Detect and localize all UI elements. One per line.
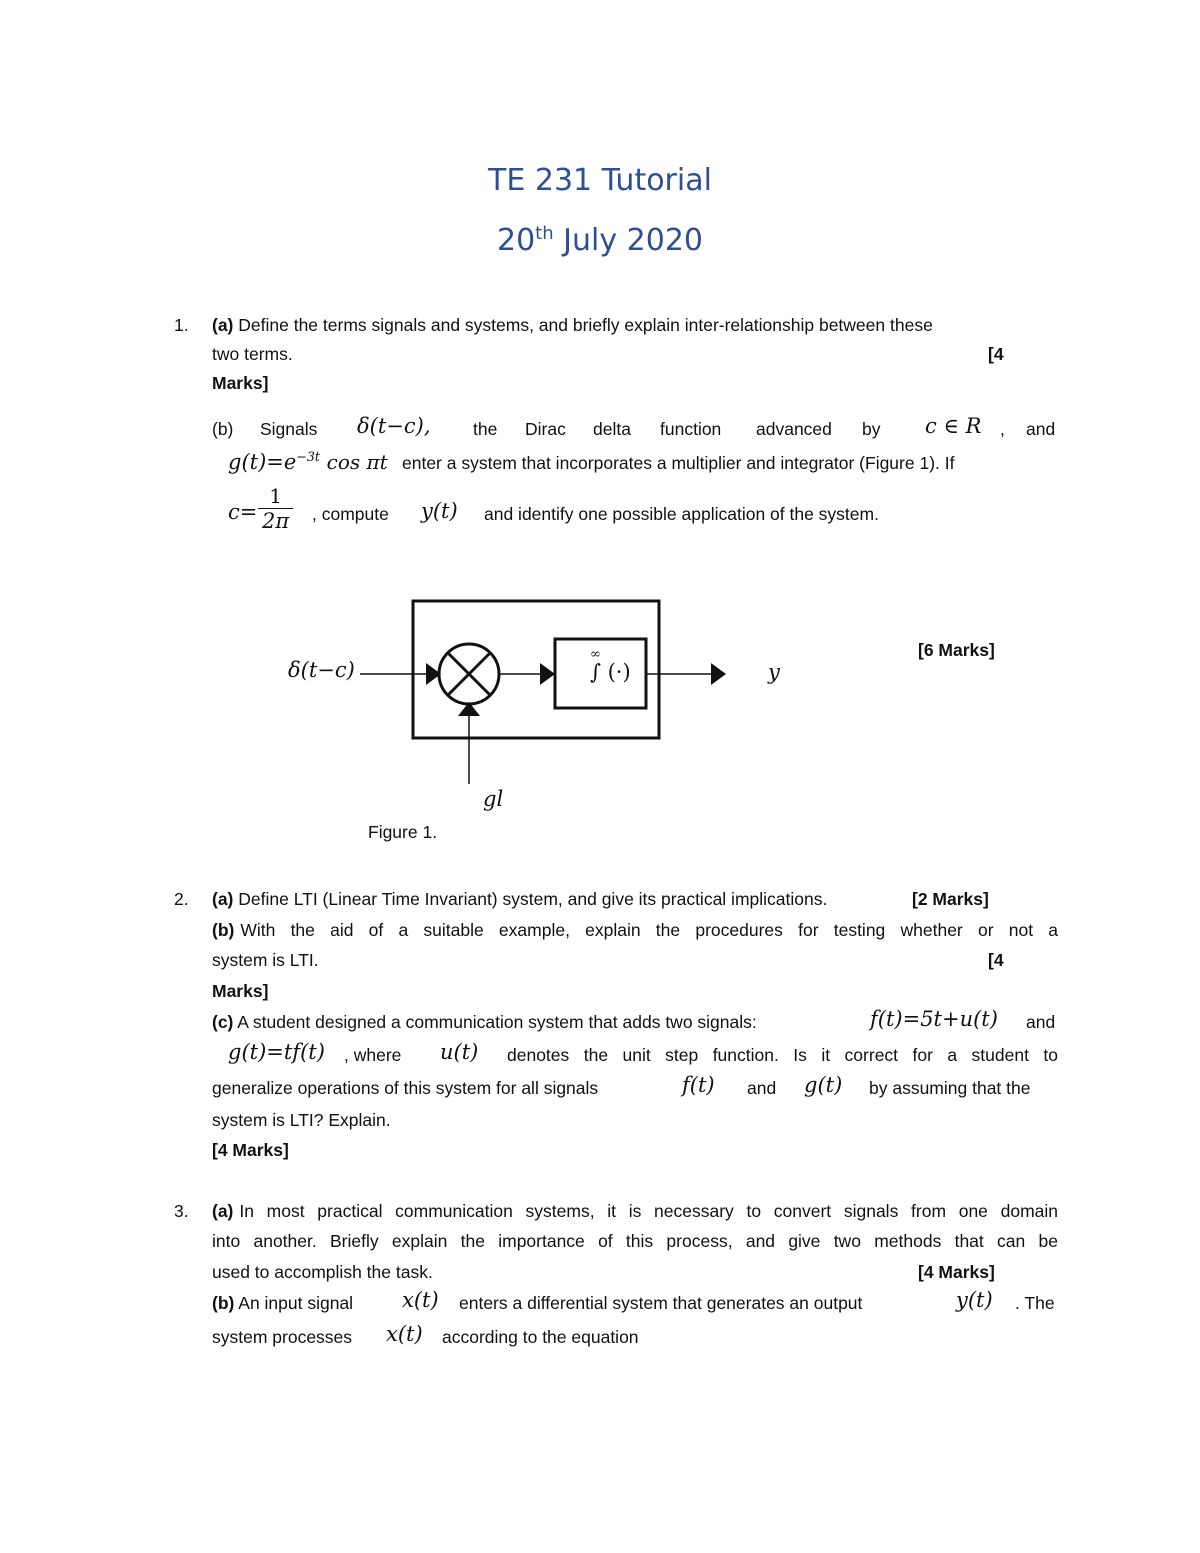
q2c-where: , where xyxy=(344,1045,402,1065)
q1b-word: the xyxy=(473,419,498,439)
q2b-marks-open: [4 xyxy=(988,950,1004,970)
q2c-f-sym: f(t) xyxy=(682,1073,715,1097)
q3b-line1-c: . The xyxy=(1015,1293,1055,1313)
q1b-line2: enter a system that incorporates a multiplier and integrator (Figure 1). If xyxy=(402,453,955,473)
integral-upper-limit: ∞ xyxy=(590,647,601,662)
q3b-line1-b: enters a differential system that generates an output xyxy=(459,1293,863,1313)
q2c-g-expr: g(t)=tf(t) xyxy=(228,1040,325,1064)
q1a-line1: (a) Define the terms signals and systems, and briefly explain inter-relationship between these xyxy=(212,315,933,335)
q3b-line2-b: according to the equation xyxy=(442,1327,639,1347)
q2c-g-sym: g(t) xyxy=(804,1073,843,1097)
q2c-line3-a: generalize operations of this system for all signals xyxy=(212,1078,599,1098)
q2c-line4: system is LTI? Explain. xyxy=(212,1110,391,1130)
q1b-word: and xyxy=(1026,419,1056,439)
q1b-comma: , xyxy=(1000,419,1005,439)
q2b-line1: (b) With the aid of a suitable example, explain the procedures for testing whether or not a xyxy=(212,920,1058,940)
q1b-fraction: $\frac{1}{2\pi}$ xyxy=(258,484,293,533)
q1b-g-expr: $g(t)=e^{-3t}$ cos πt xyxy=(228,449,388,474)
q1b-compute: , compute xyxy=(312,504,389,524)
q2c-marks: [4 Marks] xyxy=(212,1140,289,1160)
q1b-word: by xyxy=(862,419,881,439)
q2c-u-expr: u(t) xyxy=(440,1040,479,1064)
q2b-line2: system is LTI. xyxy=(212,950,319,970)
q3a-line3: used to accomplish the task. xyxy=(212,1262,433,1282)
q2c-and: and xyxy=(1026,1012,1056,1032)
q1b-word: advanced xyxy=(756,419,832,439)
question-2-number: 2. xyxy=(174,889,189,909)
q2a-line: (a) Define LTI (Linear Time Invariant) system, and give its practical implications. xyxy=(212,889,828,909)
document-title: TE 231 Tutorial xyxy=(488,163,712,198)
q1a-marks-close: Marks] xyxy=(212,373,269,393)
q2c-line3-b: by assuming that the xyxy=(869,1078,1031,1098)
q1b-y-expr: y(t) xyxy=(421,499,458,523)
question-1-number: 1. xyxy=(174,315,189,335)
q1b-delta-expr: δ(t−c), xyxy=(357,414,431,438)
q3b-line2-a: system processes xyxy=(212,1327,353,1347)
q1b-line3: and identify one possible application of the system. xyxy=(484,504,879,524)
q1b-label: (b) xyxy=(212,419,234,439)
q3b-x-expr-2: x(t) xyxy=(386,1322,423,1346)
figure-caption: Figure 1. xyxy=(368,822,438,842)
q2c-line1: (c) A student designed a communication system that adds two signals: xyxy=(212,1012,757,1032)
q1a-line2: two terms. xyxy=(212,344,293,364)
q1b-c-eq: c= xyxy=(228,500,258,524)
q1b-word: Signals xyxy=(260,419,318,439)
q2c-and-2: and xyxy=(747,1078,777,1098)
q3a-line1: (a) In most practical communication systems, it is necessary to convert signals from one domain xyxy=(212,1201,1058,1221)
question-3-number: 3. xyxy=(174,1201,189,1221)
q2c-line2-rest: denotes the unit step function. Is it correct for a student to xyxy=(507,1045,1058,1065)
q1b-word: delta xyxy=(593,419,631,439)
integral-icon: ∫ (·) xyxy=(590,660,631,684)
q2c-f-expr: f(t)=5t+u(t) xyxy=(870,1007,998,1031)
output-arrowhead xyxy=(711,663,726,685)
q2b-marks-close: Marks] xyxy=(212,981,269,1001)
document-date: 20th July 2020 xyxy=(496,223,704,258)
figure-g-label: gl xyxy=(483,787,504,811)
q3a-marks: [4 Marks] xyxy=(918,1262,995,1282)
q3b-x-expr: x(t) xyxy=(402,1288,439,1312)
q3b-y-expr: y(t) xyxy=(956,1288,993,1312)
figure-input-label: δ(t−c) xyxy=(288,658,355,682)
q1a-marks-open: [4 xyxy=(988,344,1004,364)
q1b-word: function xyxy=(660,419,722,439)
q1b-word: Dirac xyxy=(525,419,566,439)
q1b-marks: [6 Marks] xyxy=(918,640,995,660)
q2a-marks: [2 Marks] xyxy=(912,889,989,909)
mid-arrowhead xyxy=(540,663,555,685)
q3b-line1-a: (b) An input signal xyxy=(212,1293,354,1313)
q1b-c-in-r: c ∈ R xyxy=(925,414,982,438)
q3a-line2: into another. Briefly explain the importance of this process, and give two methods that can be xyxy=(212,1231,1058,1251)
figure-output-label: y xyxy=(768,660,780,684)
